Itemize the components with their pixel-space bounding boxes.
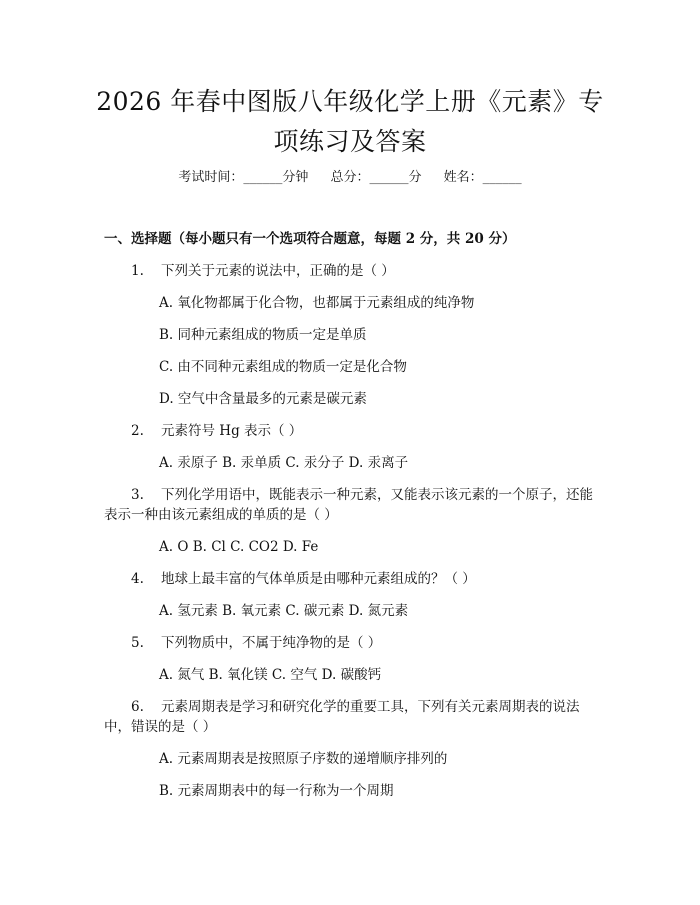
question-number: 4. (131, 571, 144, 587)
question-number: 2. (131, 423, 144, 439)
question-text: 下列关于元素的说法中，正确的是（ ） (161, 263, 395, 279)
question-3-text-continued: 表示一种由该元素组成的单质的是（ ） (104, 507, 338, 523)
question-text: 下列化学用语中，既能表示一种元素，又能表示该元素的一个原子，还能 (161, 487, 593, 503)
total-score-field: 总分：______分 (330, 170, 422, 185)
question-6-text-continued: 中，错误的是（ ） (104, 719, 217, 735)
question-6-option-a: A. 元素周期表是按照原子序数的递增顺序排列的 (159, 751, 448, 767)
question-text: 下列物质中，不属于纯净物的是（ ） (161, 635, 382, 651)
question-number: 5. (131, 635, 144, 651)
question-1-option-a: A. 氧化物都属于化合物，也都属于元素组成的纯净物 (159, 295, 475, 311)
question-1-option-b: B. 同种元素组成的物质一定是单质 (159, 327, 367, 343)
question-2 (131, 421, 302, 441)
question-1-option-d: D. 空气中含量最多的元素是碳元素 (159, 391, 367, 407)
question-5-options: A. 氮气 B. 氧化镁 C. 空气 D. 碳酸钙 (159, 667, 382, 683)
question-6 (131, 697, 580, 717)
question-number: 1. (131, 263, 144, 279)
question-6-option-b: B. 元素周期表中的每一行称为一个周期 (159, 783, 394, 799)
question-4 (131, 569, 476, 589)
title-line-1: 2026 年春中图版八年级化学上册《元素》专 (96, 87, 604, 116)
question-1 (131, 261, 395, 281)
question-text: 地球上最丰富的气体单质是由哪种元素组成的？（ ） (161, 571, 476, 587)
question-2-options: A. 汞原子 B. 汞单质 C. 汞分子 D. 汞离子 (159, 455, 409, 471)
question-number: 6. (131, 699, 144, 715)
question-text: 元素周期表是学习和研究化学的重要工具，下列有关元素周期表的说法 (161, 699, 580, 715)
question-5 (131, 633, 381, 653)
section-heading: 一、选择题（每小题只有一个选项符合题意，每题 2 分，共 20 分） (104, 231, 516, 247)
question-3-options: A. O B. Cl C. CO2 D. Fe (159, 539, 319, 555)
student-name-field: 姓名：______ (443, 170, 522, 185)
exam-info-line (0, 168, 700, 188)
question-4-options: A. 氢元素 B. 氧元素 C. 碳元素 D. 氮元素 (159, 603, 409, 619)
title-line-2: 项练习及答案 (273, 127, 427, 156)
question-number: 3. (131, 487, 144, 503)
question-3 (131, 485, 593, 505)
exam-time-field: 考试时间：______分钟 (178, 170, 309, 185)
question-1-option-c: C. 由不同种元素组成的物质一定是化合物 (159, 359, 407, 375)
document-title (90, 82, 610, 162)
question-text: 元素符号 Hg 表示（ ） (161, 423, 303, 439)
